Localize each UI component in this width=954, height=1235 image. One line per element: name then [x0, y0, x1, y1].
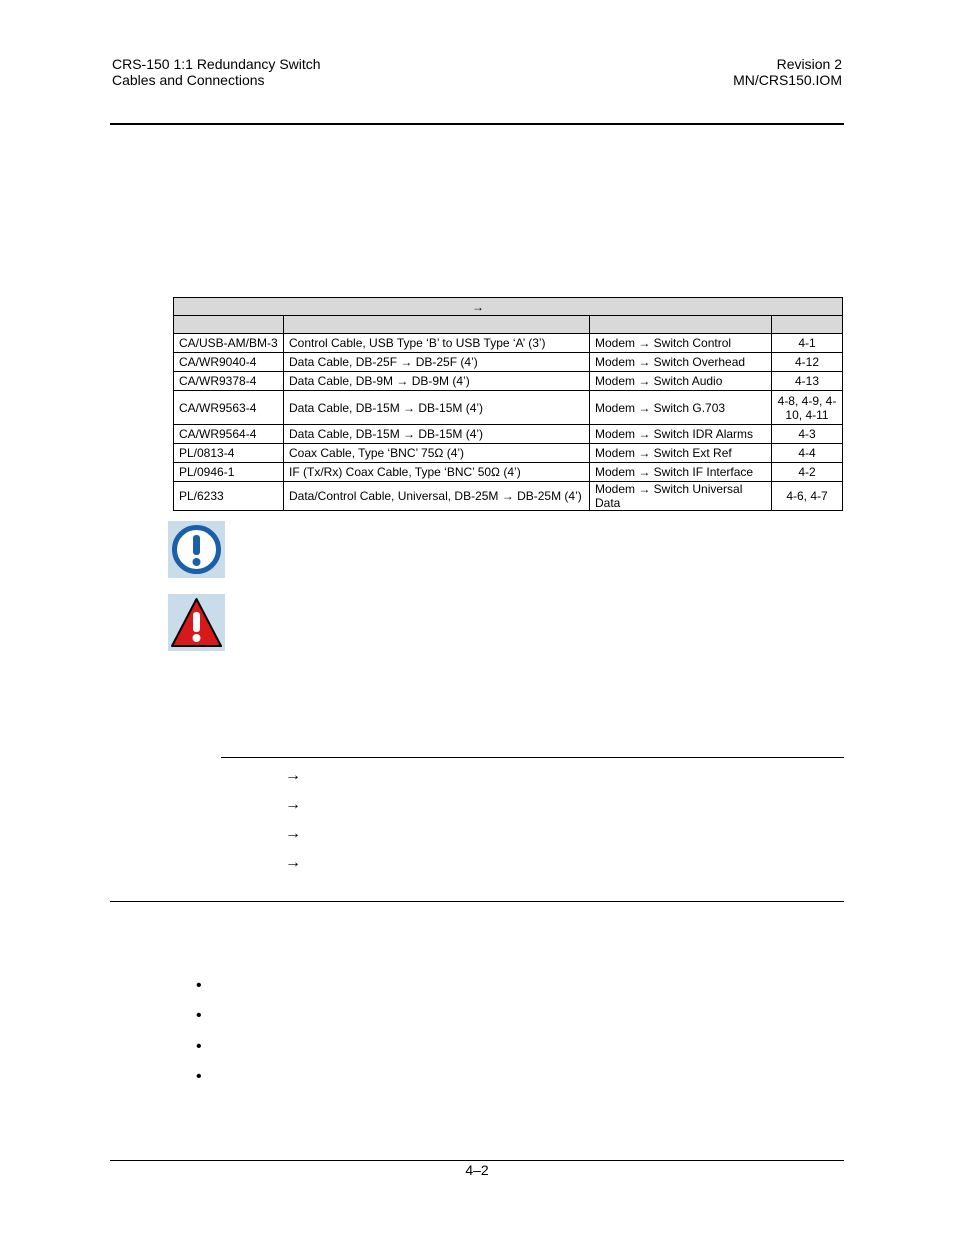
- document-title: CRS-150 1:1 Redundancy Switch: [112, 56, 321, 72]
- warning-triangle-icon: [168, 594, 225, 651]
- part-number: CA/USB-AM/BM-3: [174, 334, 284, 353]
- table-row: [174, 444, 843, 463]
- bullet-item: •: [196, 1068, 202, 1085]
- description: Data Cable, DB-25F → DB-25F (4’): [284, 353, 590, 372]
- bullet-item: •: [196, 1007, 202, 1024]
- figure-ref: 4-4: [772, 444, 843, 463]
- section-rule: [110, 901, 844, 902]
- table-row: [174, 391, 843, 425]
- arrow-item: →: [285, 825, 301, 842]
- table-row: [174, 334, 843, 353]
- connection: Modem → Switch Control: [590, 334, 772, 353]
- description: Coax Cable, Type ‘BNC’ 75Ω (4’): [284, 444, 590, 463]
- description: Data Cable, DB-9M → DB-9M (4’): [284, 372, 590, 391]
- table-header-row: [174, 316, 843, 334]
- revision: Revision 2: [776, 56, 842, 72]
- title-arrow: →: [472, 299, 484, 314]
- header-right: [733, 56, 842, 88]
- description: Data Cable, DB-15M → DB-15M (4’): [284, 391, 590, 425]
- table-row: [174, 353, 843, 372]
- part-number: CA/WR9564-4: [174, 425, 284, 444]
- figure-ref: 4-6, 4-7: [772, 482, 843, 511]
- header-left: [112, 56, 321, 88]
- table-title-row: [174, 298, 843, 316]
- exclamation-circle-icon: [168, 521, 225, 578]
- part-number: CA/WR9563-4: [174, 391, 284, 425]
- header-cell: [284, 316, 590, 334]
- chapter-title: Cables and Connections: [112, 72, 265, 88]
- part-number: PL/6233: [174, 482, 284, 511]
- document-number: MN/CRS150.IOM: [733, 72, 842, 88]
- table-title: [174, 298, 843, 316]
- header-cell: [590, 316, 772, 334]
- page-number: 4–2: [465, 1162, 489, 1178]
- arrow-item: →: [285, 796, 301, 813]
- figure-ref: 4-8, 4-9, 4-10, 4-11: [772, 391, 843, 425]
- part-number: PL/0946-1: [174, 463, 284, 482]
- note-rule: [221, 757, 844, 758]
- table-row: [174, 372, 843, 391]
- header-cell: [174, 316, 284, 334]
- bullet-item: •: [196, 1038, 202, 1055]
- header-cell: [772, 316, 843, 334]
- table-row: [174, 425, 843, 444]
- part-number: CA/WR9378-4: [174, 372, 284, 391]
- part-number: CA/WR9040-4: [174, 353, 284, 372]
- part-number: PL/0813-4: [174, 444, 284, 463]
- arrow-item: →: [285, 767, 301, 784]
- footer-rule: [110, 1160, 844, 1161]
- table-row: [174, 482, 843, 511]
- description: IF (Tx/Rx) Coax Cable, Type ‘BNC’ 50Ω (4’): [284, 463, 590, 482]
- figure-ref: 4-13: [772, 372, 843, 391]
- connection: Modem → Switch G.703: [590, 391, 772, 425]
- connection: Modem → Switch Universal Data: [590, 482, 772, 511]
- figure-ref: 4-1: [772, 334, 843, 353]
- arrow-item: →: [285, 854, 301, 871]
- description: Data Cable, DB-15M → DB-15M (4’): [284, 425, 590, 444]
- connection: Modem → Switch Overhead: [590, 353, 772, 372]
- figure-ref: 4-3: [772, 425, 843, 444]
- connection: Modem → Switch Audio: [590, 372, 772, 391]
- cable-table: [173, 297, 843, 511]
- table-row: [174, 463, 843, 482]
- description: Control Cable, USB Type ‘B’ to USB Type ‘A’ (3’): [284, 334, 590, 353]
- description: Data/Control Cable, Universal, DB-25M → DB-25M (4’): [284, 482, 590, 511]
- connection: Modem → Switch IDR Alarms: [590, 425, 772, 444]
- header-rule: [110, 123, 844, 125]
- connection: Modem → Switch IF Interface: [590, 463, 772, 482]
- figure-ref: 4-2: [772, 463, 843, 482]
- bullet-item: •: [196, 977, 202, 994]
- connection: Modem → Switch Ext Ref: [590, 444, 772, 463]
- figure-ref: 4-12: [772, 353, 843, 372]
